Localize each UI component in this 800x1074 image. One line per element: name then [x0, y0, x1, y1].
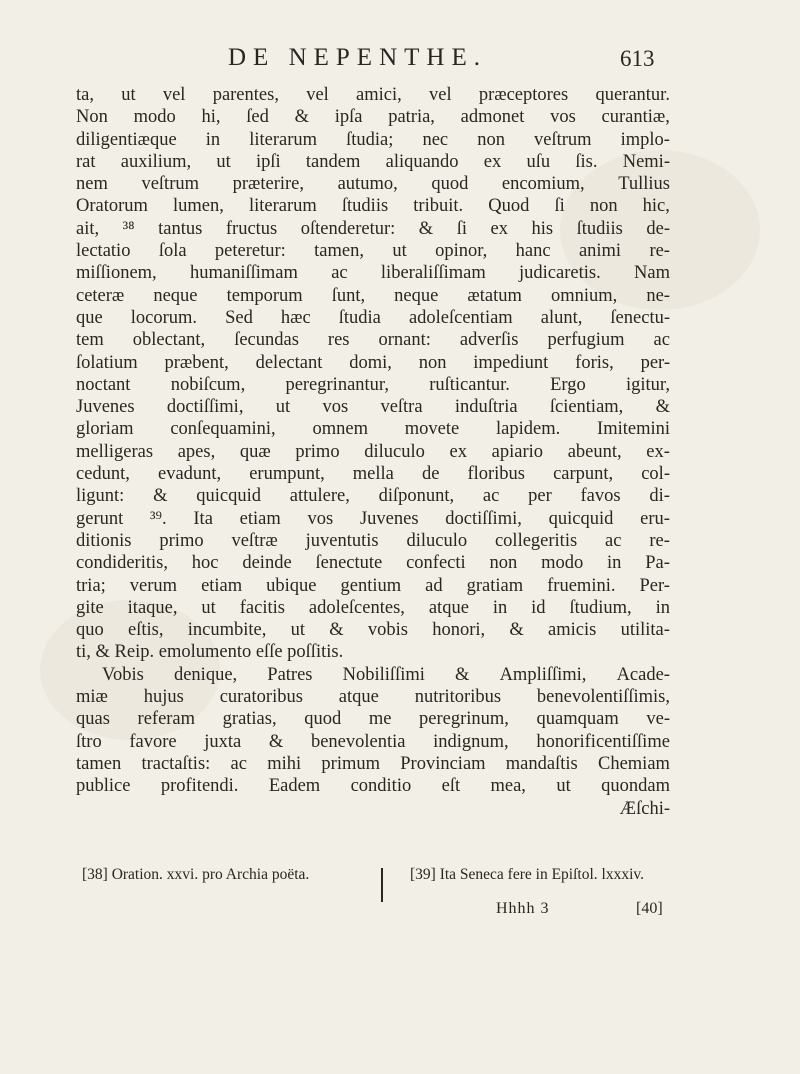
- word: amicis: [548, 620, 597, 641]
- word: di-: [649, 486, 670, 507]
- word: non: [489, 553, 518, 574]
- text-line: [76, 374, 670, 396]
- word: eſt: [441, 776, 461, 797]
- word: adoleſcentiam: [408, 307, 513, 328]
- word: ſtudiis: [341, 196, 389, 217]
- word: locorum.: [130, 307, 198, 328]
- word: ex: [449, 441, 467, 462]
- word: in: [205, 129, 221, 150]
- word: noctant: [76, 374, 131, 395]
- text-line: [76, 352, 670, 374]
- word: quo: [76, 620, 104, 641]
- word: Non: [76, 107, 108, 128]
- word: ſi: [554, 196, 565, 217]
- word: non: [589, 196, 618, 217]
- word: ut: [275, 397, 291, 418]
- word: Nobiliſſimi: [342, 664, 425, 685]
- word: his: [531, 218, 554, 239]
- word: re-: [649, 241, 670, 262]
- word: non: [418, 352, 447, 373]
- word: gentium: [340, 575, 402, 596]
- word: tribuit.: [413, 196, 464, 217]
- word: &: [268, 731, 284, 752]
- word: hujus: [143, 687, 184, 708]
- word: ad: [425, 575, 443, 596]
- word: hoc: [191, 553, 219, 574]
- word: attulere,: [289, 486, 350, 507]
- word: ac: [605, 530, 622, 551]
- text-line: [76, 151, 670, 173]
- text-line: [76, 329, 670, 351]
- word: quamquam: [536, 709, 619, 730]
- word: curatoribus: [219, 687, 303, 708]
- word: induſtria: [454, 397, 518, 418]
- word: apiario: [491, 441, 544, 462]
- word: autumo,: [337, 174, 398, 195]
- text-line: [76, 597, 670, 619]
- text-line: [76, 84, 670, 106]
- word: nem: [76, 174, 108, 195]
- word: vobis: [367, 620, 408, 641]
- word: itaque,: [127, 597, 178, 618]
- word: ut: [556, 776, 571, 797]
- word: impediunt: [473, 352, 549, 373]
- word: verum: [129, 575, 178, 596]
- word: referam: [137, 709, 196, 730]
- word: fructus: [225, 218, 278, 239]
- word: Chemiam: [597, 753, 670, 774]
- text-line: [76, 418, 670, 440]
- word: tantus: [158, 218, 203, 239]
- word: Juvenes: [76, 397, 135, 418]
- word: encomium,: [501, 174, 585, 195]
- word: ac: [482, 486, 500, 507]
- page-number: 613: [620, 46, 655, 71]
- word: neque: [394, 285, 439, 306]
- word: &: [294, 107, 309, 128]
- word: favore: [129, 731, 177, 752]
- text-line: [76, 485, 670, 507]
- text-line: [76, 106, 670, 128]
- word: domi,: [349, 352, 392, 373]
- word: Provinciam: [400, 753, 486, 774]
- word: eru-: [640, 508, 670, 529]
- word: ipſa: [334, 107, 363, 128]
- word: atque: [428, 597, 469, 618]
- word: tamen,: [314, 241, 364, 262]
- word: ³⁸: [122, 218, 135, 239]
- word: Vobis: [102, 664, 144, 685]
- word: auxilium,: [120, 151, 192, 172]
- word: quondam: [601, 776, 670, 797]
- word: ornant:: [378, 330, 431, 351]
- word: ac: [331, 263, 348, 284]
- word: in: [492, 597, 508, 618]
- word: Sed: [225, 307, 253, 328]
- word: vos: [322, 397, 349, 418]
- word: diſponunt,: [378, 486, 455, 507]
- text-line: [76, 396, 670, 418]
- word: juventutis: [305, 530, 379, 551]
- word: alunt,: [540, 307, 583, 328]
- word: veſtrum: [141, 174, 199, 195]
- word: fruemini.: [547, 575, 616, 596]
- word: ſola: [158, 241, 187, 262]
- word: aliquando: [385, 151, 459, 172]
- word: peteretur:: [214, 241, 286, 262]
- word: id: [531, 597, 546, 618]
- word: res: [327, 330, 350, 351]
- word: &: [509, 620, 524, 641]
- text-line: [76, 129, 670, 151]
- word: mella: [352, 464, 394, 485]
- word: me: [368, 709, 392, 730]
- footnote-38: [38] Oration. xxvi. pro Archia poëta.: [82, 866, 310, 883]
- word: honori,: [432, 620, 486, 641]
- word: literarum: [249, 129, 318, 150]
- word: hæc: [280, 307, 311, 328]
- signature-mark: Hhhh 3: [496, 900, 550, 917]
- word: præbent,: [164, 352, 229, 373]
- text-line: [76, 619, 670, 641]
- word: amici,: [356, 85, 402, 105]
- word: evadunt,: [157, 464, 222, 485]
- word: ut: [121, 85, 136, 105]
- word: adverſis: [459, 330, 519, 351]
- word: etiam: [239, 508, 281, 529]
- word: gerunt: [76, 508, 124, 529]
- word: quicquid: [196, 486, 261, 507]
- word: ſtudium,: [569, 597, 632, 618]
- word: ex: [490, 218, 508, 239]
- text-line: [76, 731, 670, 753]
- word: ſcientiam,: [549, 397, 624, 418]
- word: collegeritis: [494, 530, 578, 551]
- word: miæ: [76, 687, 108, 708]
- word: condideritis,: [76, 553, 168, 574]
- word: primum: [321, 753, 380, 774]
- word: carpunt,: [553, 464, 614, 485]
- word: ligunt:: [76, 486, 125, 507]
- word: nec: [422, 129, 449, 150]
- word: tractaſtis:: [141, 753, 211, 774]
- word: &: [153, 486, 168, 507]
- text-line: [76, 285, 670, 307]
- word: utilita-: [620, 620, 670, 641]
- text-line: [76, 686, 670, 708]
- word: Ergo: [550, 374, 586, 395]
- word: tria;: [76, 575, 106, 596]
- word: etiam: [201, 575, 243, 596]
- text-line: [76, 575, 670, 597]
- word: gloriam: [76, 419, 134, 440]
- word: lectatio: [76, 241, 131, 262]
- word: Ita: [193, 508, 213, 529]
- word: igitur,: [625, 374, 670, 395]
- text-line: [76, 775, 670, 797]
- word: lumen,: [173, 196, 224, 217]
- word: favos: [580, 486, 621, 507]
- word: hi,: [201, 107, 221, 128]
- running-title: DE NEPENTHE.: [228, 44, 487, 71]
- word: ait,: [76, 218, 100, 239]
- word: quod: [431, 174, 469, 195]
- word: mandaſtis: [505, 753, 578, 774]
- word: &: [655, 397, 670, 418]
- word: miſſionem,: [76, 263, 157, 284]
- word: ætatum: [467, 285, 522, 306]
- word: vel: [306, 85, 329, 105]
- word: ſunt,: [331, 285, 366, 306]
- word: quas: [76, 709, 110, 730]
- word: implo-: [620, 129, 670, 150]
- word: ſed: [246, 107, 269, 128]
- word: vos: [550, 107, 576, 128]
- word: lapidem.: [496, 419, 561, 440]
- word: ut: [290, 620, 305, 641]
- text-line: [76, 753, 670, 775]
- word: ex: [483, 151, 502, 172]
- word: cedunt,: [76, 464, 130, 485]
- word: ſtudiis: [576, 218, 623, 239]
- word: que: [76, 307, 103, 328]
- word: honorificentiſſime: [536, 731, 670, 752]
- word: modo: [133, 107, 176, 128]
- word: de-: [646, 218, 670, 239]
- word: omnem: [312, 419, 368, 440]
- word: confecti: [406, 553, 466, 574]
- word: juxta: [204, 731, 242, 752]
- word: per: [528, 486, 552, 507]
- word: ac: [653, 330, 670, 351]
- word: ta,: [76, 85, 94, 105]
- word: tamen: [76, 753, 122, 774]
- word: modo: [541, 553, 584, 574]
- word: ³⁹.: [150, 508, 167, 529]
- word: ſtro: [76, 731, 102, 752]
- word: ſenectute: [315, 553, 383, 574]
- word: facitis: [239, 597, 285, 618]
- word: liberaliſſimam: [380, 263, 486, 284]
- text-line: [76, 463, 670, 485]
- word: in: [655, 597, 670, 618]
- word: nobiſcum,: [170, 374, 246, 395]
- word: hic,: [642, 196, 670, 217]
- word: præterire,: [232, 174, 304, 195]
- word: peregrinantur,: [285, 374, 389, 395]
- word: doctiſſimi,: [166, 397, 244, 418]
- text-line: [76, 708, 670, 730]
- word: oſtenderetur:: [300, 218, 396, 239]
- word: &: [329, 620, 344, 641]
- word: ut: [392, 241, 407, 262]
- word: curantiæ,: [601, 107, 670, 128]
- word: de: [421, 464, 440, 485]
- word: neque: [153, 285, 198, 306]
- word: mihi: [267, 753, 302, 774]
- word: diluculo: [406, 530, 468, 551]
- text-line: [76, 441, 670, 463]
- word: &: [418, 218, 434, 239]
- word: benevolentiſſimis,: [536, 687, 670, 708]
- text-line: [76, 240, 670, 262]
- word: primo: [295, 441, 340, 462]
- word: opinor,: [435, 241, 488, 262]
- word: ve-: [646, 709, 670, 730]
- word: nutritoribus: [414, 687, 502, 708]
- word: ſenectu-: [610, 307, 670, 328]
- word: diligentiæque: [76, 129, 177, 150]
- word: non: [477, 129, 505, 150]
- word: deinde: [242, 553, 292, 574]
- word: conditio: [350, 776, 412, 797]
- word: Quod: [488, 196, 530, 217]
- text-line: ti, & Reip. emolumento eſſe poſſitis.: [76, 642, 344, 663]
- word: conſequamini,: [170, 419, 276, 440]
- word: foris,: [575, 352, 614, 373]
- word: &: [455, 664, 470, 685]
- text-line: [76, 552, 670, 574]
- footnote-divider: [381, 868, 383, 902]
- word: rat: [76, 151, 96, 172]
- text-line: [76, 530, 670, 552]
- text-line: [76, 307, 670, 329]
- word: gratiam: [466, 575, 524, 596]
- word: profitendi.: [160, 776, 239, 797]
- word: Nemi-: [622, 151, 670, 172]
- text-line: [76, 195, 670, 217]
- word: Oratorum: [76, 196, 148, 217]
- word: primo: [159, 530, 204, 551]
- word: doctiſſimi,: [445, 508, 522, 529]
- word: gratias,: [222, 709, 277, 730]
- word: uſu: [526, 151, 551, 172]
- word: diluculo: [364, 441, 425, 462]
- text-line: [76, 508, 670, 530]
- word: adoleſcentes,: [308, 597, 405, 618]
- word: col-: [641, 464, 670, 485]
- word: floribus: [467, 464, 526, 485]
- word: parentes,: [212, 85, 279, 105]
- word: ut: [216, 151, 231, 172]
- word: vos: [307, 508, 334, 529]
- text-line: [76, 664, 670, 686]
- word: benevolentia: [310, 731, 406, 752]
- word: ſis.: [575, 151, 598, 172]
- word: oblectant,: [132, 330, 206, 351]
- word: ipſi: [256, 151, 281, 172]
- word: vel: [162, 85, 186, 105]
- word: ſtudia;: [346, 129, 394, 150]
- word: præceptores: [478, 85, 569, 105]
- word: tandem: [305, 151, 361, 172]
- word: ſi: [456, 218, 467, 239]
- word: ceteræ: [76, 285, 125, 306]
- word: abeunt,: [567, 441, 622, 462]
- word: tem: [76, 330, 104, 351]
- word: perfugium: [547, 330, 625, 351]
- word: ex-: [646, 441, 670, 462]
- word: literarum: [249, 196, 317, 217]
- word: animi: [578, 241, 622, 262]
- word: gite: [76, 597, 104, 618]
- body-text: [76, 84, 670, 820]
- word: melligeras: [76, 441, 154, 462]
- word: ruſticantur.: [429, 374, 510, 395]
- word: judicaretis.: [519, 263, 601, 284]
- word: re-: [649, 530, 670, 551]
- word: Acade-: [616, 664, 670, 685]
- footnote-39: [39] Ita Seneca fere in Epiſtol. lxxxiv.: [410, 866, 644, 883]
- word: publice: [76, 776, 131, 797]
- word: Pa-: [645, 553, 670, 574]
- word: ut: [201, 597, 216, 618]
- word: querantur.: [595, 85, 670, 105]
- word: Nam: [634, 263, 670, 284]
- text-line: [76, 173, 670, 195]
- word: ubique: [266, 575, 317, 596]
- word: hanc: [515, 241, 551, 262]
- word: movete: [404, 419, 460, 440]
- word: Per-: [639, 575, 670, 596]
- text-line: [76, 262, 670, 284]
- word: mea,: [490, 776, 526, 797]
- footer-catchword: [40]: [636, 900, 663, 917]
- word: quæ: [239, 441, 271, 462]
- word: ſecundas: [234, 330, 299, 351]
- word: atque: [338, 687, 379, 708]
- word: indignum,: [433, 731, 509, 752]
- word: ſtudia: [338, 307, 381, 328]
- word: Eadem: [268, 776, 321, 797]
- word: Ampliſſimi,: [499, 664, 587, 685]
- word: veſtrum: [534, 129, 592, 150]
- word: ac: [230, 753, 247, 774]
- text-line: [76, 218, 670, 240]
- word: per-: [640, 352, 670, 373]
- word: apes,: [177, 441, 216, 462]
- word: quicquid: [548, 508, 614, 529]
- word: humaniſſimam: [189, 263, 298, 284]
- word: quod: [304, 709, 342, 730]
- text-line: Æſchi-: [619, 798, 670, 819]
- word: Imitemini: [597, 419, 670, 440]
- word: delectant: [255, 352, 323, 373]
- word: peregrinum,: [419, 709, 509, 730]
- word: denique,: [173, 664, 238, 685]
- word: incumbite,: [187, 620, 267, 641]
- word: patria,: [388, 107, 435, 128]
- word: ſolatium: [76, 352, 138, 373]
- word: Patres: [267, 664, 313, 685]
- word: veſtra: [380, 397, 423, 418]
- running-head: [0, 44, 800, 84]
- word: veſtræ: [231, 530, 278, 551]
- word: admonet: [460, 107, 525, 128]
- word: eſtis,: [128, 620, 164, 641]
- word: ne-: [646, 285, 670, 306]
- word: ditionis: [76, 530, 132, 551]
- word: vel: [428, 85, 452, 105]
- word: erumpunt,: [249, 464, 325, 485]
- word: in: [607, 553, 622, 574]
- word: Tullius: [618, 174, 670, 195]
- word: Juvenes: [359, 508, 419, 529]
- word: temporum: [226, 285, 303, 306]
- word: omnium,: [550, 285, 618, 306]
